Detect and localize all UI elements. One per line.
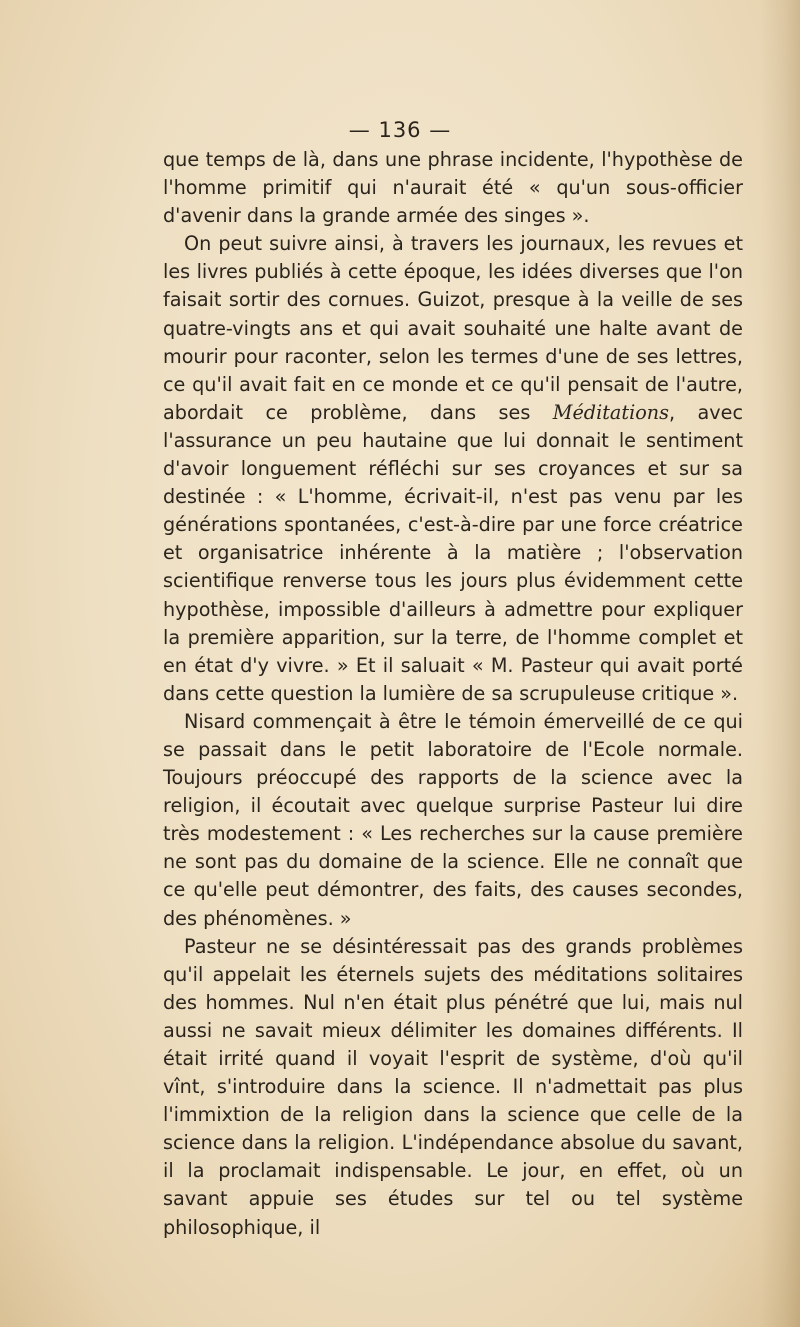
- body-text: [163, 146, 743, 1242]
- text-segment: que temps de là, dans une phrase incidente, l'hypothèse de l'homme primitif qui n'aurait été « qu'un sous-officier d'avenir dans la grande armée des singes ».: [163, 148, 743, 228]
- paragraph: [163, 146, 743, 230]
- page-number: — 136 —: [348, 118, 452, 142]
- text-segment: Pasteur ne se désintéressait pas des grands problèmes qu'il appelait les éternels sujets des méditations solitaires des hommes. Nul n'en était plus pénétré que lui, mais nul aussi ne savait mieux délimiter les domaines différents. Il était irrité quand il voyait l'esprit de système, d'où qu'il vînt, s'introduire dans la science. Il n'admettait pas plus l'immixtion de la religion dans la science que celle de la science dans la religion. L'indépendance absolue du savant, il la proclamait indispensable. Le jour, en effet, où un savant appuie ses études sur tel ou tel système philosophique, il: [163, 934, 743, 1239]
- page-edge-shadow: [760, 0, 800, 1327]
- text-segment: , avec l'assurance un peu hautaine que lui donnait le sentiment d'avoir longuement réfléchi sur ses croyances et sur sa destinée : « L'homme, écrivait-il, n'est pas venu par les générations spontanées, c'est-à-dire par une force créatrice et organisatrice inhérente à la matière ; l'observation scientifique renverse tous les jours plus évidemment cette hypothèse, impossible d'ailleurs à admettre pour expliquer la première apparition, sur la terre, de l'homme complet et en état d'y vivre. » Et il saluait « M. Pasteur qui avait porté dans cette question la lumière de sa scrupuleuse critique ».: [163, 400, 743, 705]
- text-segment: On peut suivre ainsi, à travers les journaux, les revues et les livres publiés à cette époque, les idées diverses que l'on faisait sortir des cornues. Guizot, presque à la veille de ses quatre-vingts ans et qui avait souhaité une halte avant de mourir pour raconter, selon les termes d'une de ses lettres, ce qu'il avait fait en ce monde et ce qu'il pensait de l'autre, abordait ce problème, dans ses: [163, 232, 743, 424]
- italic-title: Méditations: [552, 400, 669, 424]
- paragraph: [163, 230, 743, 708]
- paragraph: [163, 933, 743, 1242]
- text-segment: Nisard commençait à être le témoin émerveillé de ce qui se passait dans le petit laboratoire de l'Ecole normale. Toujours préoccupé des rapports de la science avec la religion, il écoutait avec quelque surprise Pasteur lui dire très modestement : « Les recherches sur la cause première ne sont pas du domaine de la science. Elle ne connaît que ce qu'elle peut démontrer, des faits, des causes secondes, des phénomènes. »: [163, 709, 743, 930]
- paragraph: [163, 708, 743, 933]
